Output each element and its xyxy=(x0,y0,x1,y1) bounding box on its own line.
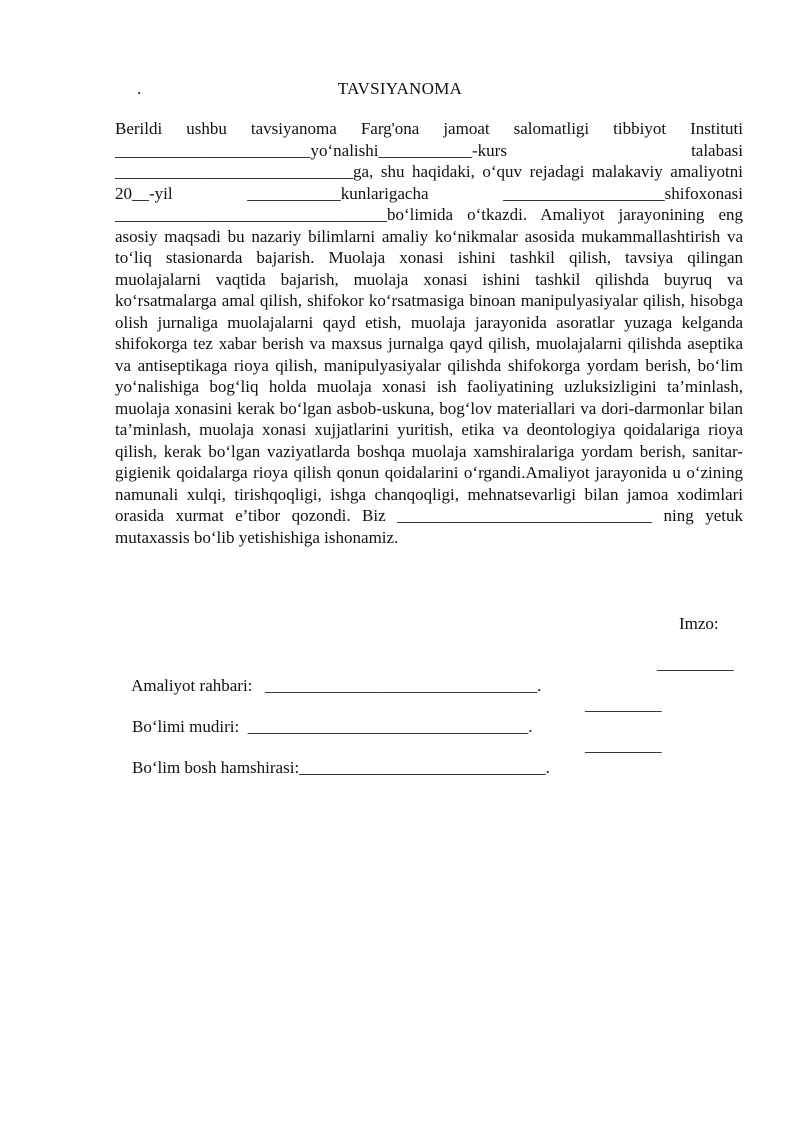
department-head-sign-line: _________ xyxy=(585,695,662,714)
signature-row-head-nurse xyxy=(115,735,550,800)
practice-leader-label: Amaliyot rahbari: ________________________________. xyxy=(131,675,542,695)
department-head-label: Bo‘limi mudiri: _________________________________. xyxy=(132,716,533,736)
leading-dot: . xyxy=(137,79,142,98)
head-nurse-sign-line: _________ xyxy=(585,736,662,755)
practice-leader-sign-line: _________ xyxy=(657,654,734,673)
head-nurse-label: Bo‘lim bosh hamshirasi:_____________________________. xyxy=(132,757,550,777)
recommendation-body: Berildi ushbu tavsiyanoma Farg'ona jamoat salomatligi tibbiyot Instituti _______________________yo‘nalishi___________-kurs talabasi ____________________________ga, shu haqidaki, o‘quv rejadagi malakaviy amaliyotni 20__-yil ___________kunlarigacha ___________________shifoxonasi ________________________________bo‘limida o‘tkazdi. Amaliyot jarayonining eng asosiy maqsadi bu nazariy bilimlarni amaliy ko‘nikmalar asosida mukammallashtirish va to‘liq stasionarda bajarish. Muolaja xonasi ishini tashkil qilish, tavsiya qilingan muolajalarni vaqtida bajarish, muolaja xonasi ishini tashkil qilishda buyruq va ko‘rsatmalarga amal qilish, shifokor ko‘rsatmasiga binoan manipulyasiyalar qilish, hisobga olish jurnaliga muolajalarni qayd etish, muolaja jarayonida asoratlar yuzaga kelganda shifokorga tez xabar berish va maxsus jurnalga qayd qilish, muolajalarni qilishda aseptika va antiseptikaga rioya qilish, manipulyasiyalar qilishda shifokorga yordam berish, bo‘lim yo‘nalishiga bog‘liq holda muolaja xonasi ish faoliyatining uzluksizligini ta’minlash, muolaja xonasini kerak bo‘lgan asbob-uskuna, bog‘lov materiallari va dori-darmonlar bilan ta’minlash, muolaja xonasi xujjatlarini yuritish, etika va deontologiya qoidalariga rioya qilish, kerak bo‘lgan vaziyatlarda boshqa muolaja xamshiralariga yordam berish, sanitar-gigienik qoidalarga rioya qilish qonun qoidalarini o‘rgandi.Amaliyot jarayonida u o‘zining namunali xulqi, tirishqoqligi, ishga chanqoqligi, mehnatsevarligi bilan jamoa xodimlari orasida xurmat e’tibor qozondi. Biz ______________________________ ning yetuk mutaxassis bo‘lib yetishishiga ishonamiz. xyxy=(115,119,748,547)
imzo-label: Imzo: xyxy=(679,614,719,633)
document-title: TAVSIYANOMA xyxy=(337,79,463,98)
